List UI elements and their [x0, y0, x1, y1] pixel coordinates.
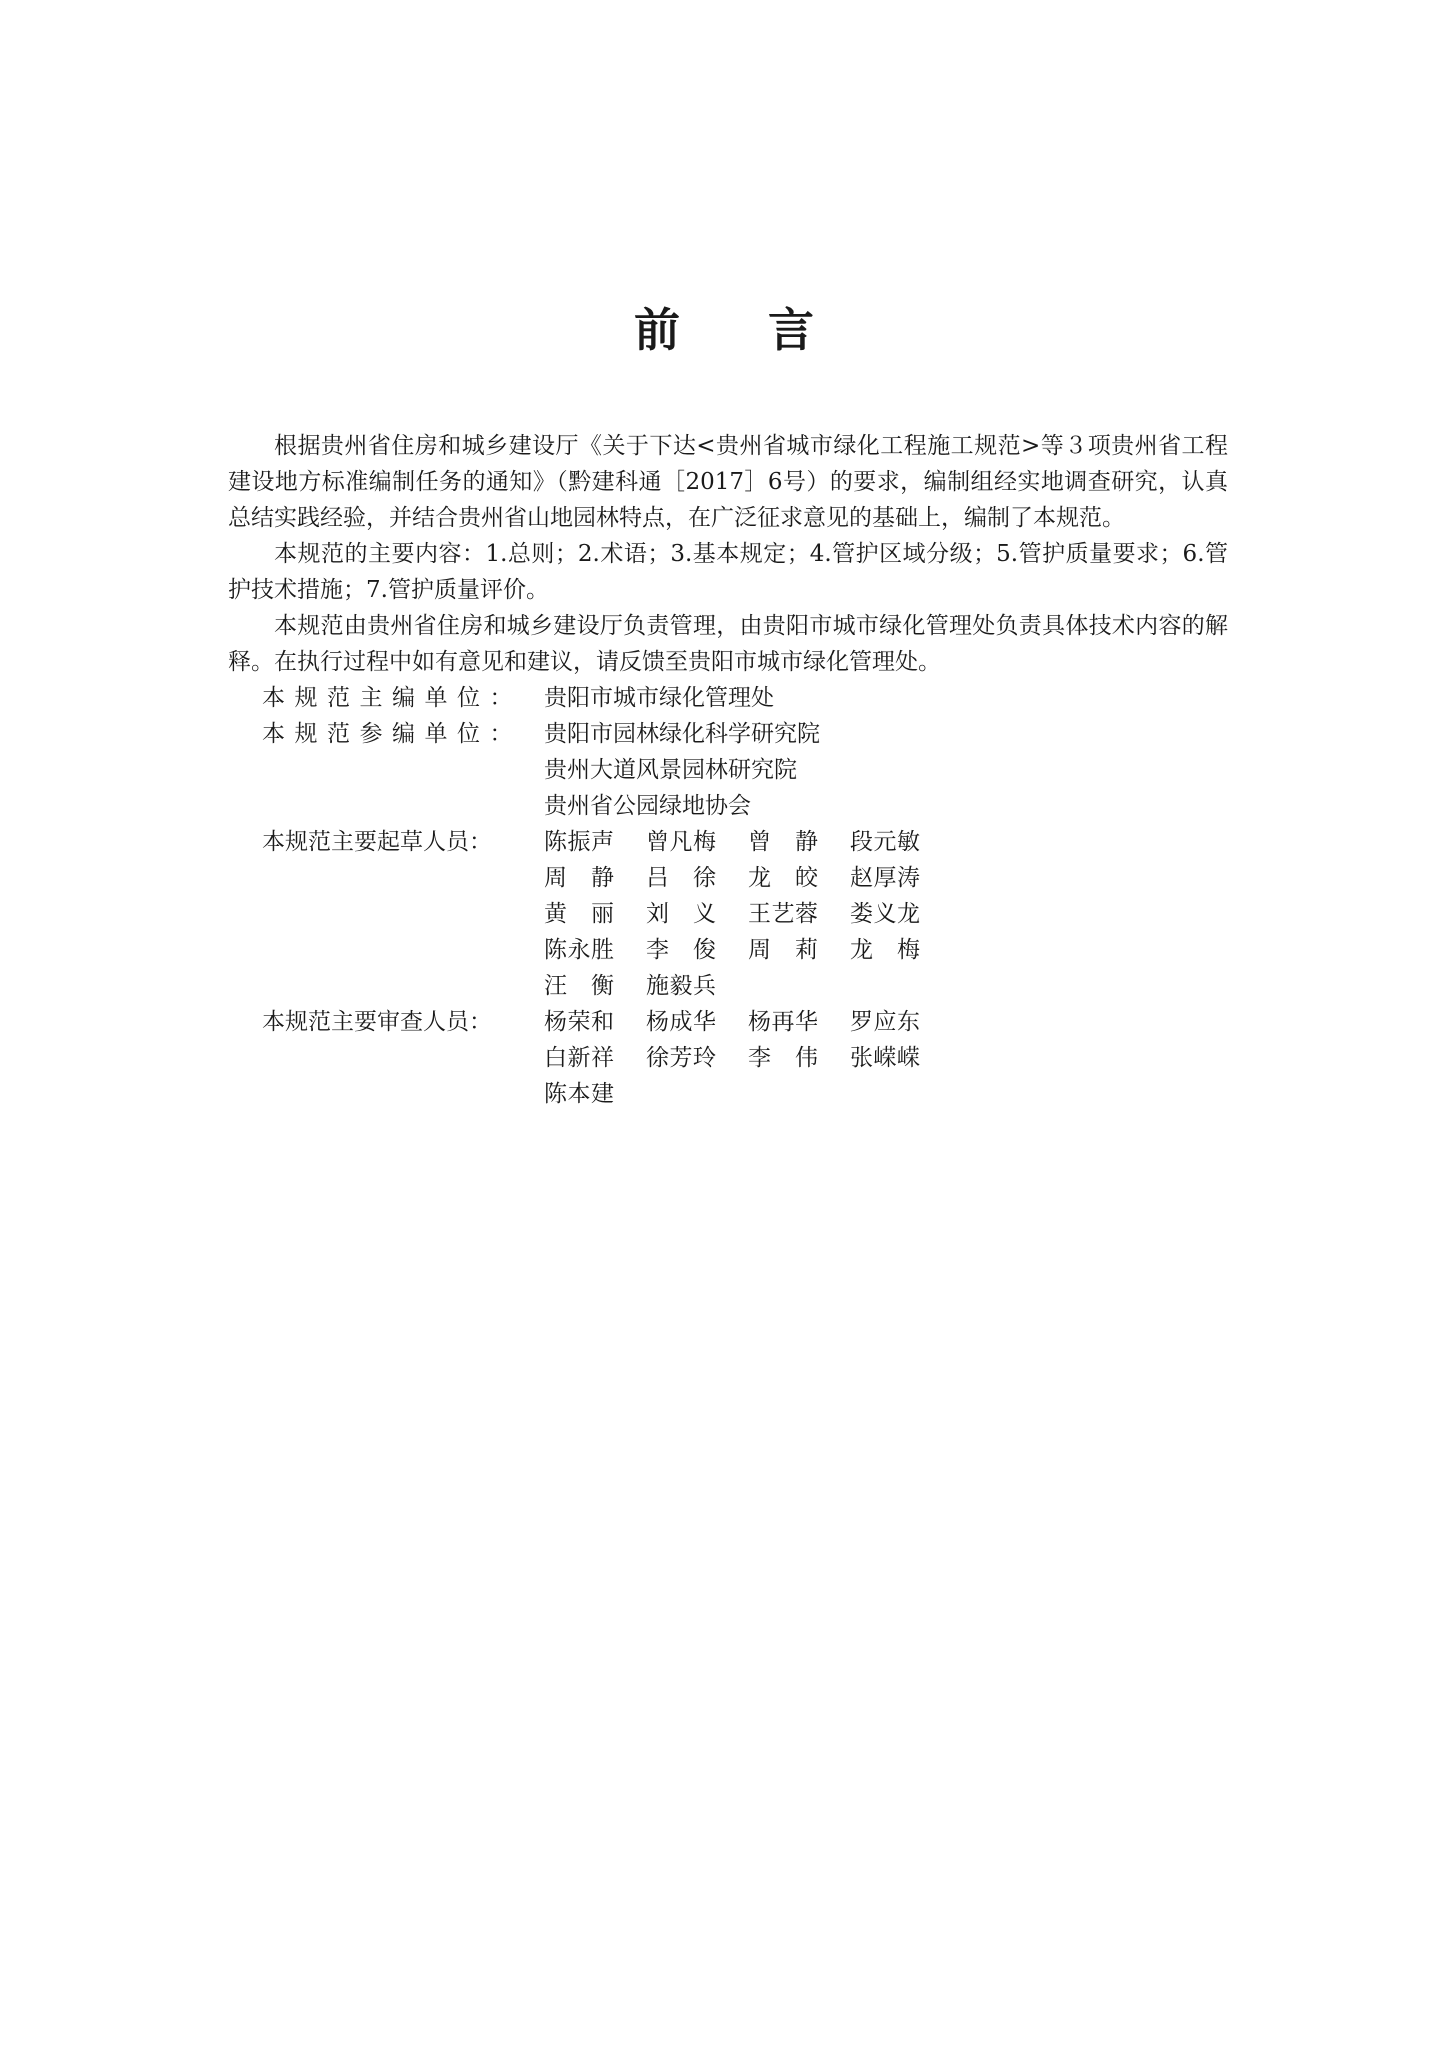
- drafter-name: 段元敏: [850, 829, 920, 855]
- reviewer-name: 杨再华: [748, 1009, 818, 1035]
- drafters-label: 本规范主要起草人员：: [262, 829, 492, 855]
- document-body: [228, 428, 1228, 1112]
- drafter-name: 曾静: [748, 829, 818, 855]
- drafters-row: [228, 824, 1228, 1004]
- drafter-name: 陈永胜: [544, 937, 614, 963]
- chief-unit-row: [228, 680, 1228, 716]
- chief-unit-name: 贵阳市城市绿化管理处: [544, 685, 774, 711]
- reviewers-label: 本规范主要审查人员：: [262, 1009, 492, 1035]
- drafter-name: 周静: [544, 865, 614, 891]
- paragraph-contents: 本规范的主要内容：1.总则；2.术语；3.基本规定；4.管护区域分级；5.管护质量要求；6.管护技术措施；7.管护质量评价。: [228, 541, 1228, 603]
- drafter-name: 李俊: [646, 937, 716, 963]
- drafter-name: 汪衡: [544, 973, 614, 999]
- page-title: 前 言: [633, 303, 850, 357]
- drafter-name: 龙梅: [850, 937, 920, 963]
- participating-unit: 贵州省公园绿地协会: [544, 793, 751, 819]
- reviewers-row: [228, 1004, 1228, 1112]
- chief-unit-label: 本规范主编单位：: [262, 685, 522, 711]
- reviewer-name: 白新祥: [544, 1045, 614, 1071]
- drafter-name: 黄丽: [544, 901, 614, 927]
- chief-unit-values: [544, 680, 1228, 716]
- paragraph-management: 本规范由贵州省住房和城乡建设厅负责管理，由贵阳市城市绿化管理处负责具体技术内容的解释。在执行过程中如有意见和建议，请反馈至贵阳市城市绿化管理处。: [228, 613, 1228, 675]
- reviewer-name: 杨荣和: [544, 1009, 614, 1035]
- reviewer-name: 张嵘嵘: [850, 1045, 920, 1071]
- drafter-name: 赵厚涛: [850, 865, 920, 891]
- reviewers-names: [544, 1004, 1228, 1112]
- participating-units-label: 本规范参编单位：: [262, 721, 522, 747]
- participating-units-values: [544, 716, 1228, 824]
- drafters-names: [544, 824, 1228, 1004]
- drafter-name: 龙皎: [748, 865, 818, 891]
- reviewer-name: 罗应东: [850, 1009, 920, 1035]
- paragraph-basis: 根据贵州省住房和城乡建设厅《关于下达<贵州省城市绿化工程施工规范>等３项贵州省工程建设地方标准编制任务的通知》（黔建科通［2017］6号）的要求，编制组经实地调查研究，认真总结实践经验，并结合贵州省山地园林特点，在广泛征求意见的基础上，编制了本规范。: [228, 433, 1228, 531]
- drafter-name: 施毅兵: [646, 973, 716, 999]
- drafter-name: 吕徐: [646, 865, 716, 891]
- drafter-name: 周莉: [748, 937, 818, 963]
- reviewer-name: 杨成华: [646, 1009, 716, 1035]
- participating-unit: 贵阳市园林绿化科学研究院: [544, 721, 820, 747]
- drafter-name: 曾凡梅: [646, 829, 716, 855]
- participating-units-row: [228, 716, 1228, 824]
- reviewer-name: 陈本建: [544, 1081, 614, 1107]
- participating-unit: 贵州大道风景园林研究院: [544, 757, 797, 783]
- drafter-name: 刘义: [646, 901, 716, 927]
- reviewer-name: 李伟: [748, 1045, 818, 1071]
- reviewer-name: 徐芳玲: [646, 1045, 716, 1071]
- drafter-name: 娄义龙: [850, 901, 920, 927]
- drafter-name: 王艺蓉: [748, 901, 818, 927]
- drafter-name: 陈振声: [544, 829, 614, 855]
